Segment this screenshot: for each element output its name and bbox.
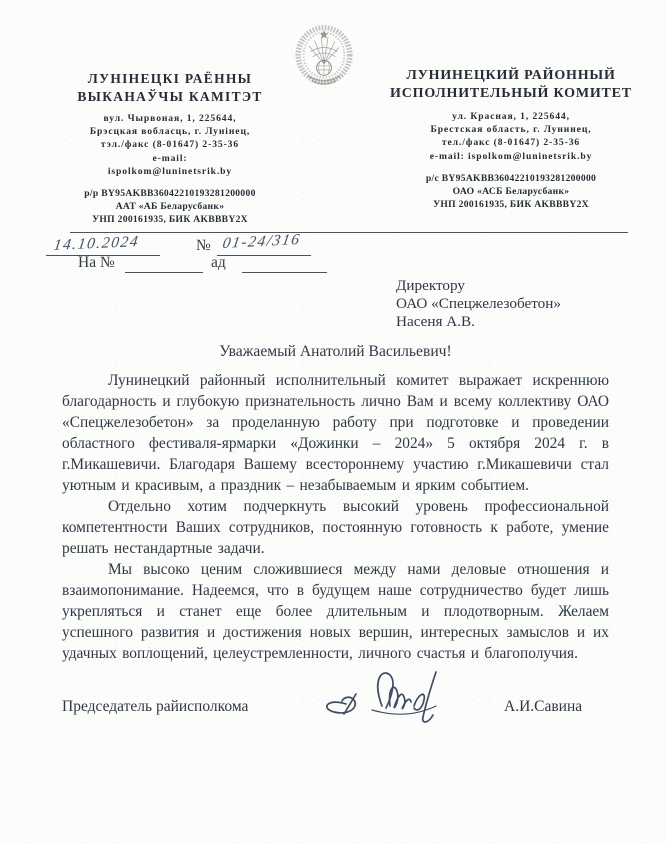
addressee-name: Насеня А.В.: [396, 312, 475, 330]
addressee-organization: ОАО «Спецжелезобетон»: [396, 294, 561, 312]
signer-position-title: Председатель райисполкома: [62, 698, 249, 715]
address-line: e-mail:: [152, 152, 188, 164]
sender-block-russian: [374, 67, 648, 211]
sender-title-ru-line1: ЛУНИНЕЦКИЙ РАЙОННЫЙ: [406, 68, 616, 83]
sender-bank-details-by: [45, 187, 295, 227]
sender-block-belarusian: [45, 70, 295, 227]
reply-date-label: ад: [211, 254, 226, 271]
salutation: Уважаемый Анатолий Васильевич!: [219, 343, 452, 360]
bank-name-line: ААТ «АБ Беларусбанк»: [115, 201, 225, 213]
sender-address-ru: [374, 110, 648, 163]
reply-number-underline: [125, 272, 203, 273]
sender-title-by-line1: ЛУНІНЕЦКІ РАЁННЫ: [87, 71, 253, 86]
handwritten-signature-icon: [312, 664, 480, 732]
signer-name: А.И.Савина: [504, 698, 583, 715]
sender-title-by-line2: ВЫКАНАЎЧЫ КАМІТЭТ: [77, 88, 263, 104]
belarus-state-emblem-icon: [290, 23, 358, 91]
reply-to-number-label: На №: [78, 254, 115, 271]
address-line: тел./факс (8-01647) 2-35-36: [441, 137, 581, 149]
sender-bank-details-ru: [374, 172, 648, 212]
addressee-position: Директору: [396, 277, 466, 294]
reply-date-underline: [242, 272, 327, 273]
letter-body: [62, 343, 609, 664]
number-sign: №: [196, 237, 211, 254]
sender-title-by: [45, 70, 295, 105]
handwritten-date: 14.10.2024: [52, 233, 141, 254]
body-paragraph-3: Мы высоко ценим сложившиеся между нами деловые отношения и взаимопонимание. Надеемся, что в будущем наше сотрудничество будет лишь укрепляться и станет еще более длительным и плодотворным. Желаем успешного развития и достижения новых вершин, интересных замыслов и их удачных воплощений, целеустремленности, личного счастья и благополучия.: [62, 561, 609, 662]
address-line: Брэсцкая вобласць, г. Лунінец,: [89, 126, 251, 138]
body-paragraph-2: Отдельно хотим подчеркнуть высокий уровень профессиональной компетентности Ваших сотрудников, постоянную готовность к работе, умение решать нестандартные задачи.: [62, 498, 609, 557]
sender-title-ru-line2: ИСПОЛНИТЕЛЬНЫЙ КОМИТЕТ: [390, 86, 632, 101]
bank-account-line: р/р BY95AKBB36042210193281200000: [84, 188, 256, 200]
body-paragraph-1: Лунинецкий районный исполнительный комитет выражает искреннюю благодарность и глубокую признательность лично Вам и всему коллективу ОАО «Спецжелезобетон» за проделанную работу при подготовке и проведении областного фестиваля-ярмарки «Дожинки – 2024» 5 октября 2024 г. в г.Микашевичи. Благодаря Вашему всестороннему участию г.Микашевичи стал уютным и красивым, а праздник – незабываемым и ярким событием.: [62, 372, 609, 494]
email-address: e-mail: ispolkom@luninetsrik.by: [429, 150, 593, 162]
bank-codes-line: УНП 200161935, БИК AKBBBY2X: [92, 214, 248, 226]
bank-account-line: р/с BY95AKBB36042210193281200000: [425, 172, 597, 184]
number-underline: [217, 255, 311, 256]
bank-name-line: ОАО «АСБ Беларусбанк»: [452, 186, 570, 198]
email-address: ispolkom@luninetsrik.by: [107, 165, 233, 177]
address-line: вул. Чырвоная, 1, 225644,: [103, 113, 237, 124]
address-line: тэл./факс (8-01647) 2-35-36: [100, 139, 240, 151]
sender-address-by: [45, 112, 295, 178]
address-line: ул. Красная, 1, 225644,: [452, 111, 570, 122]
sender-title-ru: [374, 67, 648, 103]
addressee-block: [396, 277, 561, 330]
handwritten-outgoing-number: 01-24/316: [221, 230, 303, 253]
bank-codes-line: УНП 200161935, БИК AKBBBY2X: [433, 199, 589, 211]
reference-block-top-rule: [70, 232, 628, 233]
address-line: Брестская область, г. Лунинец,: [430, 124, 592, 136]
